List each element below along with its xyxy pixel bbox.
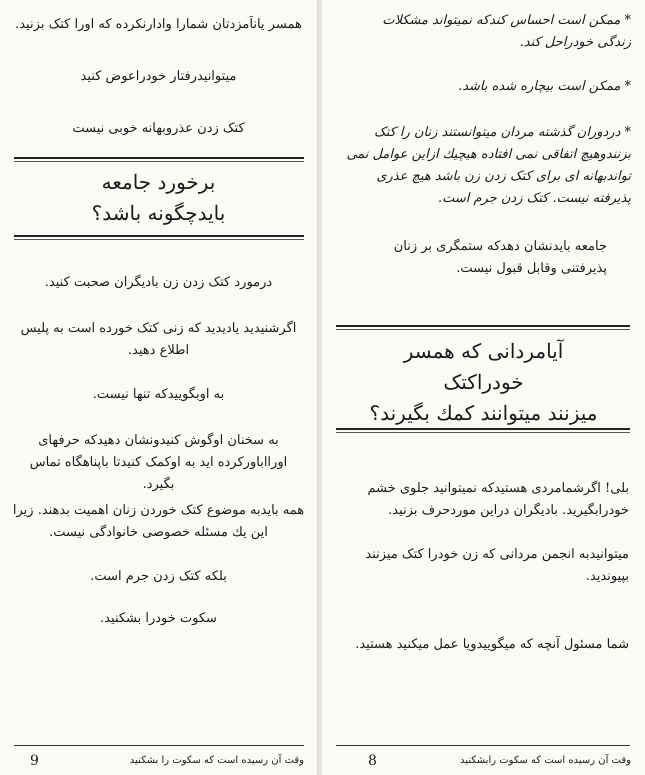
footer-text: وقت آن رسیده است که سکوت را بشکنید xyxy=(129,755,304,766)
bullet-item: * ممکن است بیچاره شده باشد. xyxy=(458,79,631,94)
section-heading-men-help xyxy=(336,336,631,429)
paragraph: به سخنان اوگوش کنیدونشان دهیدکه حرفهای اورااباورکرده اید به اوکمک کنیدتا باپناهگاه تماس بگیرد. xyxy=(29,433,288,492)
footer-rule xyxy=(14,745,304,746)
page-8 xyxy=(322,0,645,775)
paragraph: میتوانیدبه انجمن مردانی که زن خودرا کتک میزنند بپیوندید. xyxy=(365,547,629,584)
bullet-item: * ممکن است احساس کندکه نمیتواند مشکلات زندگی خودراحل کند. xyxy=(382,13,631,50)
paragraph: بلی! اگرشمامردی هستیدکه نمیتوانید جلوی خشم خودرابگیرید. بادیگران دراین موردحرف بزنید. xyxy=(367,481,629,518)
page-number: 9 xyxy=(30,753,39,769)
section-heading-society xyxy=(14,167,303,229)
heading-line: میزنند میتوانند کمك بگیرند؟ xyxy=(369,401,598,425)
paragraph: همه بایدبه موضوع کتک خوردن زنان اهمیت بدهند. زیرا این یك مسئله خصوصی خانوادگی نیست. xyxy=(12,503,305,540)
heading-bottom-rule xyxy=(14,235,304,240)
heading-line: آیامردانی که همسر xyxy=(403,339,564,363)
footer-rule xyxy=(336,745,630,746)
heading-line: برخورد جامعه xyxy=(101,170,216,194)
paragraph-spouse: همسر یاناَمزدتان شمارا وادارنکرده که اورا کتک بزنید. xyxy=(15,17,302,32)
footer-text: وقت آن رسیده است که سکوت رابشکنید xyxy=(459,755,631,766)
paragraph: به اوبگوییدکه تنها نیست. xyxy=(92,387,225,402)
paragraph: درمورد کتک زدن زن بادیگران صحبت کنید. xyxy=(44,275,273,290)
paragraph: بلکه کتک زدن جرم است. xyxy=(90,569,227,584)
page-number: 8 xyxy=(368,753,377,769)
paragraph: شما مسئول آنچه که میگوییدویا عمل میکنید هستید. xyxy=(355,637,629,652)
paragraph: سکوت خودرا بشکنید. xyxy=(100,611,217,626)
heading-bottom-rule xyxy=(336,428,630,433)
page-footer xyxy=(0,745,318,775)
heading-line: بایدچگونه باشد؟ xyxy=(91,201,226,225)
bullet-item: * دردوران گذشته مردان میتوانستند زنان را کتک بزنندوهیچ اتفاقی نمی افتاده هیچیك ازاین عوامل نمی تواندبهانه ای برای کتک زدن زن باشد هیچ عذری پذیرفته نیست. کتک زدن جرم است. xyxy=(346,125,631,206)
paragraph: اگرشنیدید یادیدید که زنی کتک خورده است به پلیس اطلاع دهید. xyxy=(20,321,297,358)
heading-top-rule xyxy=(14,157,304,162)
paragraph-change-behavior: میتوانیدرفتار خودراعوض کنید xyxy=(80,69,237,84)
page-footer xyxy=(322,745,645,775)
paragraph-no-excuse: کتک زدن عذروبهانه خوبی نیست xyxy=(72,121,245,136)
heading-top-rule xyxy=(336,325,630,330)
heading-line: خودراکتک xyxy=(443,370,524,394)
paragraph-society: جامعه بایدنشان دهدکه ستمگری بر زنان پذیرفتنی وقابل قبول نیست. xyxy=(393,239,607,276)
page-9 xyxy=(0,0,318,775)
